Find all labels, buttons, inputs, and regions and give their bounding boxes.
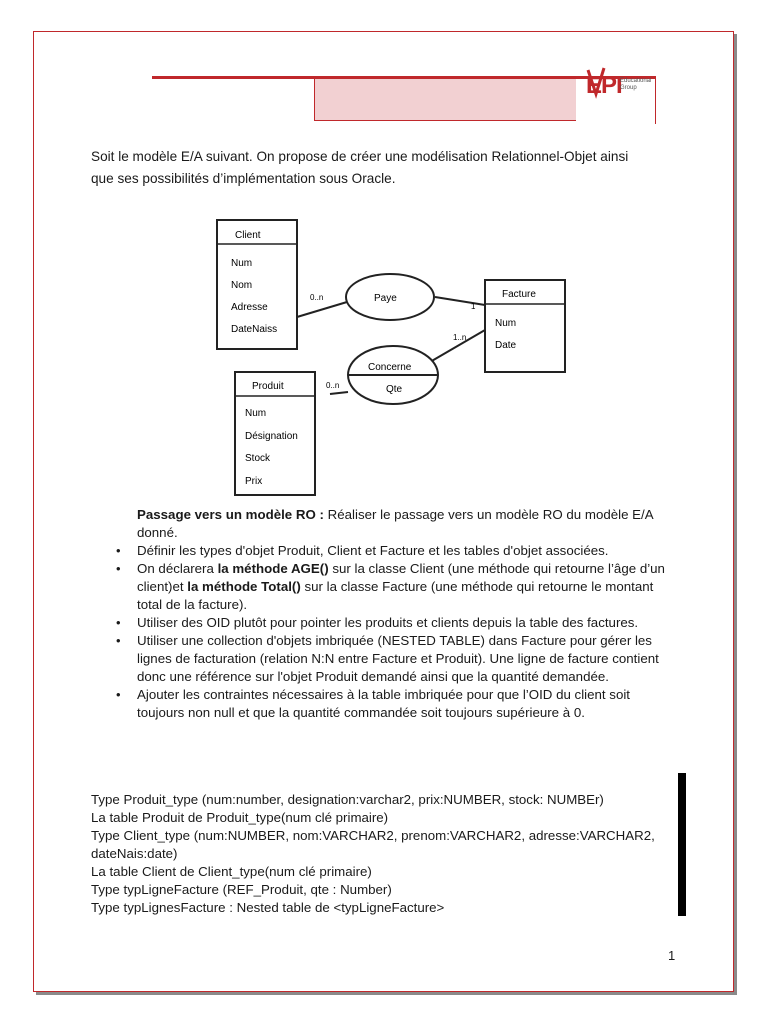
client-attr: Num — [231, 258, 253, 269]
cardinality-label: 1 — [471, 302, 476, 311]
side-bar — [678, 773, 686, 916]
produit-attr: Prix — [245, 476, 263, 487]
definition-line: La table Client de Client_type(num clé primaire) — [91, 864, 372, 879]
cardinality-label: 1..n — [453, 333, 467, 342]
paye-label: Paye — [374, 293, 397, 304]
produit-attr: Num — [245, 408, 267, 419]
association-paye — [346, 274, 434, 320]
facture-title: Facture — [502, 289, 536, 300]
page-number: 1 — [668, 948, 676, 963]
definition-line: La table Produit de Produit_type(num clé primaire) — [91, 810, 389, 825]
produit-attr: Désignation — [245, 431, 298, 442]
tasks-lead — [137, 506, 676, 542]
task-item: • Définir les types d'objet Produit, Client et Facture et les tables d'objet associées. — [116, 542, 676, 560]
definition-line: Type Produit_type (num:number, designation:varchar2, prix:NUMBER, stock: NUMBEr) — [91, 792, 604, 807]
logo-text: EPI — [586, 72, 622, 99]
ea-diagram — [190, 210, 590, 500]
client-attr: Adresse — [231, 302, 268, 313]
intro-paragraph — [91, 146, 681, 190]
cardinality-label: 0..n — [326, 381, 340, 390]
intro-line-2: que ses possibilités d’implémentation sous Oracle. — [91, 171, 396, 186]
entity-facture — [485, 280, 565, 372]
edge-client-paye — [297, 302, 347, 317]
tasks-lead-text: Réaliser le passage vers un modèle RO du modèle E/A donné. — [137, 507, 653, 540]
task-item: • On déclarera la méthode AGE() sur la classe Client (une méthode qui retourne l’âge d’un client)et la méthode Total() sur la classe Facture (une méthode qui retourne le montant total de la facture). — [116, 560, 676, 614]
tasks-section — [116, 506, 676, 722]
header-band — [314, 79, 576, 121]
definition-line: Type typLigneFacture (REF_Produit, qte : Number) — [91, 882, 392, 897]
logo-subtitle: Educational Group — [620, 78, 652, 91]
header-divider — [655, 76, 656, 124]
facture-attr: Date — [495, 340, 517, 351]
association-concerne — [348, 346, 438, 404]
edge-paye-facture — [435, 297, 485, 305]
concerne-attr: Qte — [386, 384, 403, 395]
task-item: • Utiliser des OID plutôt pour pointer les produits et clients depuis la table des factures. — [116, 614, 676, 632]
cardinality-label: 0..n — [310, 293, 324, 302]
tasks-list — [116, 542, 676, 722]
intro-line-1: Soit le modèle E/A suivant. On propose de créer une modélisation Relationnel-Objet ainsi — [91, 149, 629, 164]
definition-line: Type Client_type (num:NUMBER, nom:VARCHAR2, prenom:VARCHAR2, adresse:VARCHAR2, dateNais:date) — [91, 828, 655, 861]
edge-produit-concerne — [330, 392, 348, 394]
tasks-lead-bold: Passage vers un modèle RO : — [137, 507, 324, 522]
produit-title: Produit — [252, 381, 284, 392]
produit-attr: Stock — [245, 453, 271, 464]
type-definitions — [91, 791, 681, 917]
entity-produit — [235, 372, 315, 495]
client-attr: DateNaiss — [231, 324, 278, 335]
entity-client — [217, 220, 297, 349]
definition-line: Type typLignesFacture : Nested table de <typLigneFacture> — [91, 900, 445, 915]
facture-attr: Num — [495, 318, 517, 329]
client-attr: Nom — [231, 280, 253, 291]
task-item: • Ajouter les contraintes nécessaires à la table imbriquée pour que l’OID du client soit toujours non null et que la quantité commandée soit toujours supérieure à 0. — [116, 686, 676, 722]
task-item: • Utiliser une collection d'objets imbriquée (NESTED TABLE) dans Facture pour gérer les lignes de facturation (relation N:N entre Facture et Produit). Une ligne de facture contient donc une référence sur l'objet Produit demandé ainsi que la quantité demandée. — [116, 632, 676, 686]
client-title: Client — [235, 230, 261, 241]
concerne-label: Concerne — [368, 362, 412, 373]
